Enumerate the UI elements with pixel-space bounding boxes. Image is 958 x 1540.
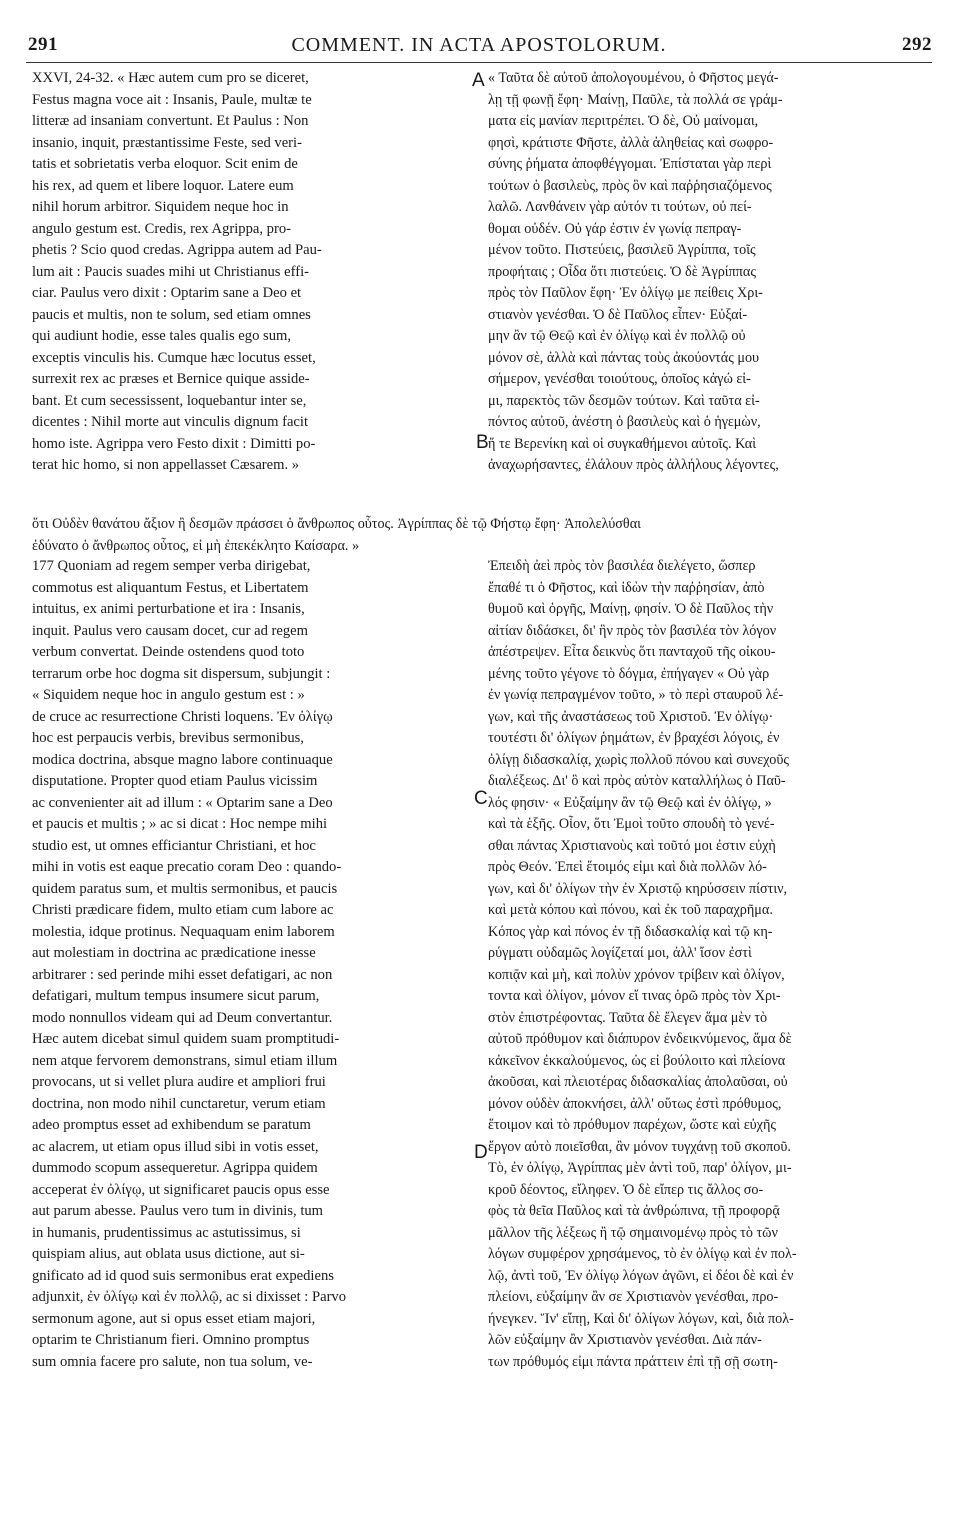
- text-line: verbum convertat. Deinde ostendens quod toto: [32, 644, 305, 660]
- text-line: 177 Quoniam ad regem semper verba dirigebat,: [32, 558, 311, 574]
- text-line: τούτων ὁ βασιλεὺς, πρὸς ὃν καὶ παῤῥησιαζόμενος: [488, 177, 772, 194]
- text-line: Κόπος γὰρ καὶ πόνος ἐν τῇ διδασκαλίᾳ καὶ τῷ κη-: [488, 923, 773, 940]
- text-line: καὶ μετὰ κόπου καὶ πόνου, καὶ ἐκ τοῦ παραχρῆμα.: [488, 902, 773, 918]
- text-line: ἐδύνατο ὁ ἄνθρωπος οὗτος, εἰ μὴ ἐπεκέκλητο Καίσαρα. »: [32, 537, 360, 554]
- text-line: γων, καὶ δι' ὀλίγων τὴν ἐν Χριστῷ κηρύσσειν πίστιν,: [488, 880, 788, 897]
- text-line: hoc est perpaucis verbis, brevibus sermonibus,: [32, 730, 304, 746]
- text-line: bant. Et cum secessissent, loquebantur inter se,: [32, 392, 307, 409]
- text-line: adjunxit, ἐν ὀλίγῳ καὶ ἐν πολλῷ, ac si dixisset : Parvo: [32, 1289, 347, 1305]
- text-line: λαλῶ. Λανθάνειν γὰρ αὐτόν τι τούτων, οὐ πεί-: [488, 199, 752, 215]
- text-line: μᾶλλον τῆς λέξεως ἢ τῷ σημαινομένῳ πρὸς τὸ τῶν: [488, 1224, 778, 1241]
- text-line: qui audiunt hodie, esse tales qualis ego sum,: [32, 328, 291, 344]
- text-line: των πρόθυμός εἰμι πάντα πράττειν ἐπὶ τῇ σῇ σωτη-: [488, 1353, 778, 1370]
- text-line: λόγων συμφέρον χρησάμενος, τὸ ἐν ὀλίγῳ καὶ ἐν πολ-: [488, 1246, 797, 1262]
- text-line: ἀναχωρήσαντες, ἐλάλουν πρὸς ἀλλήλους λέγοντες,: [488, 457, 779, 473]
- text-line: arbitrarer : sed perinde mihi esset defatigari, ac non: [32, 966, 333, 983]
- text-line: defatigari, multum tempus insumere sicut parum,: [32, 988, 320, 1004]
- text-line: καὶ τὰ ἑξῆς. Οἷον, ὅτι Ἐμοὶ τοῦτο σπουδὴ τὸ γενέ-: [488, 816, 775, 832]
- text-line: σθαι πάντας Χριστιανοὺς καὶ τοῦτό μοι ἐστιν εὐχὴ: [488, 837, 776, 854]
- text-line: de cruce ac resurrectione Christi loquens. Ἐν ὀλίγῳ: [32, 708, 333, 725]
- text-line: mihi in votis est eaque precatio coram Deo : quando-: [32, 859, 342, 875]
- greek-column-top: [488, 68, 928, 477]
- text-line: aut molestiam in doctrina ac prædicatione inesse: [32, 945, 316, 961]
- text-line: τοντα καὶ ὀλίγον, μόνον εἴ τινας ὁρῶ πρὸς τὸν Χρι-: [488, 988, 781, 1004]
- text-line: « Siquidem neque hoc in angulo gestum est : »: [32, 687, 305, 703]
- text-line: μόνον οὐδὲν ἀποκνήσει, ἀλλ' οὕτως ἐστὶ πρόθυμος,: [488, 1095, 782, 1112]
- text-line: doctrina, non modo nihil cunctaretur, verum etiam: [32, 1095, 326, 1112]
- text-line: αἰτίαν διδάσκει, δι' ἣν πρὸς τὸν βασιλέα τὸν λόγον: [488, 622, 777, 639]
- text-line: molestia, idque protinus. Nequaquam enim laborem: [32, 923, 335, 940]
- text-line: μόνον σὲ, ἀλλὰ καὶ πάντας τοὺς ἀκούοντάς μου: [488, 349, 760, 366]
- text-line: quispiam alius, aut oblata usus dictione, aut si-: [32, 1246, 305, 1262]
- text-line: θομαι οὐδέν. Οὐ γάρ ἐστιν ἐν γωνίᾳ πεπραγ-: [488, 220, 742, 237]
- text-line: λῃ τῇ φωνῇ ἔφη· Μαίνῃ, Παῦλε, τὰ πολλά σε γράμ-: [488, 91, 783, 108]
- text-line: « Ταῦτα δὲ αὐτοῦ ἀπολογουμένου, ὁ Φῆστος μεγά-: [488, 70, 779, 86]
- text-line: ματα εἰς μανίαν περιτρέπει. Ὁ δὲ, Οὐ μαίνομαι,: [488, 113, 759, 129]
- text-line: ac alacrem, ut etiam opus illud sibi in votis esset,: [32, 1138, 319, 1155]
- text-line: studio est, ut omnes efficiantur Christiani, et hoc: [32, 837, 316, 854]
- text-line: et paucis et multis ; » ac si dicat : Hoc nempe mihi: [32, 816, 328, 832]
- text-line: his rex, ad quem et libere loquor. Latere eum: [32, 177, 294, 194]
- text-line: litteræ ad insaniam convertunt. Et Paulus : Non: [32, 113, 309, 129]
- text-line: inquit. Paulus vero causam docet, cur ad regem: [32, 622, 308, 639]
- text-line: φὸς τὰ θεῖα Παῦλος καὶ τὰ ἀνθρώπινα, τῇ προφορᾷ: [488, 1203, 780, 1219]
- text-line: θυμοῦ καὶ ὀργῆς, Μαίνῃ, φησίν. Ὁ δὲ Παῦλος τὴν: [488, 601, 774, 617]
- text-line: surrexit rex ac præses et Bernice quique asside-: [32, 371, 310, 387]
- text-line: πόντος αὐτοῦ, ἀνέστη ὁ βασιλεὺς καὶ ὁ ἡγεμὼν,: [488, 414, 761, 430]
- text-line: ἥ τε Βερενίκη καὶ οἱ συγκαθήμενοι αὐτοῖς. Καὶ: [488, 435, 757, 452]
- spanning-greek-lines: [32, 514, 932, 557]
- text-line: πλείονι, εὐξαίμην ἂν σε Χριστιανὸν γενέσθαι, προ-: [488, 1289, 779, 1305]
- text-line: Τὸ, ἐν ὀλίγῳ, Ἀγρίππας μὲν ἀντὶ τοῦ, παρ' ὀλίγον, μι-: [488, 1160, 792, 1176]
- text-line: ἐν γωνίᾳ πεπραγμένον τοῦτο, » τὸ περὶ σταυροῦ λέ-: [488, 687, 784, 703]
- text-line: μην ἂν τῷ Θεῷ καὶ ἐν ὀλίγῳ καὶ ἐν πολλῷ οὐ: [488, 328, 746, 344]
- text-line: sum omnia facere pro salute, non tua solum, ve-: [32, 1353, 313, 1370]
- text-line: λός φησιν· « Εὐξαίμην ἂν τῷ Θεῷ καὶ ἐν ὀλίγῳ, »: [488, 794, 772, 811]
- text-line: αὐτοῦ πρόθυμον καὶ διάπυρον ἐνδεικνύμενος, ἅμα δὲ: [488, 1031, 792, 1047]
- text-line: nem atque fervorem demonstrans, simul etiam illum: [32, 1052, 338, 1069]
- text-line: μένης τοῦτο γέγονε τὸ δόγμα, ἐπήγαγεν « Οὐ γὰρ: [488, 665, 770, 682]
- text-line: διαλέξεως. Δι' ὃ καὶ πρὸς αὐτὸν καταλλήλως ὁ Παῦ-: [488, 773, 786, 789]
- text-line: κροῦ δέοντος, εἴληφεν. Ὁ δὲ εἴπερ τις ἄλλος σο-: [488, 1181, 764, 1198]
- page-number-right: 292: [902, 34, 932, 55]
- text-line: ρύγματι οὐδαμῶς λογίζεταί μοι, ἀλλ' ἴσον ἐστὶ: [488, 945, 752, 961]
- text-line: quidem paratus sum, et multis sermonibus, et paucis: [32, 880, 338, 897]
- text-line: ὀλίγῃ διδασκαλίᾳ, χωρὶς πολλοῦ πόνου καὶ συνεχοῦς: [488, 751, 789, 768]
- latin-column-top: [32, 68, 468, 477]
- text-line: acceperat ἐν ὀλίγῳ, ut significaret paucis opus esse: [32, 1181, 330, 1198]
- text-line: homo iste. Agrippa vero Festo dixit : Dimitti po-: [32, 435, 316, 452]
- text-line: optarim te Christianum fieri. Omnino promptus: [32, 1332, 310, 1348]
- text-line: τουτέστι δι' ὀλίγων ῥημάτων, ἐν βραχέσι λόγοις, ἐν: [488, 730, 780, 746]
- text-line: dicentes : Nihil morte aut vinculis dignum facit: [32, 414, 309, 430]
- text-line: modica doctrina, absque magno labore continuaque: [32, 751, 333, 768]
- text-line: ὅτι Οὐδὲν θανάτου ἄξιον ἢ δεσμῶν πράσσει ὁ ἄνθρωπος οὗτος. Ἀγρίππας δὲ τῷ Φήστῳ ἔφη· Ἀπολελύσθαι: [32, 516, 641, 532]
- text-line: paucis et multis, non te solum, sed etiam omnes: [32, 306, 311, 323]
- text-line: terat hic homo, si non appellasset Cæsarem. »: [32, 457, 300, 473]
- text-line: insanio, inquit, præstantissime Feste, sed veri-: [32, 134, 302, 151]
- page-number-left: 291: [28, 34, 58, 55]
- text-line: ἔργον αὐτὸ ποιεῖσθαι, ἂν μόνον τυγχάνῃ τοῦ σκοποῦ.: [488, 1138, 791, 1155]
- text-line: ac convenienter ait ad illum : « Optarim sane a Deo: [32, 794, 333, 811]
- text-line: Ἐπειδὴ ἀεὶ πρὸς τὸν βασιλέα διελέγετο, ὥσπερ: [488, 558, 756, 574]
- header-rule: [26, 62, 932, 63]
- text-line: ciar. Paulus vero dixit : Optarim sane a Deo et: [32, 285, 302, 301]
- text-line: in humanis, prudentissimus ac astutissimus, si: [32, 1224, 301, 1241]
- margin-letter-c: C: [474, 788, 488, 809]
- text-line: angulo gestum est. Credis, rex Agrippa, pro-: [32, 220, 291, 237]
- text-line: ἀπέστρεψεν. Εἶτα δεικνὺς ὅτι πανταχοῦ τῆς οἰκου-: [488, 644, 776, 660]
- text-line: κοπιᾷν καὶ μὴ, καὶ πολὺν χρόνον τρίβειν καὶ ὀλίγον,: [488, 966, 785, 983]
- text-line: nihil horum arbitror. Siquidem neque hoc in: [32, 199, 289, 215]
- text-line: στιανὸν γενέσθαι. Ὁ δὲ Παῦλος εἶπεν· Εὐξαί-: [488, 306, 748, 323]
- text-line: gnificato ad id quod suis sermonibus erat expediens: [32, 1267, 334, 1284]
- text-line: Christi prædicare fidem, multo etiam cum labore ac: [32, 902, 334, 918]
- greek-column-bottom: [488, 556, 928, 1373]
- text-line: dummodo scopum assequeretur. Agrippa quidem: [32, 1160, 318, 1176]
- text-line: στὸν ἐπιστρέφοντας. Ταῦτα δὲ ἔλεγεν ἅμα μὲν τὸ: [488, 1009, 768, 1026]
- running-title: COMMENT. IN ACTA APOSTOLORUM.: [291, 34, 667, 56]
- text-line: μένον τοῦτο. Πιστεύεις, βασιλεῦ Ἀγρίππα, τοῖς: [488, 242, 756, 258]
- text-line: Hæc autem dicebat simul quidem suam promptitudi-: [32, 1031, 340, 1047]
- text-line: adeo promptus esset ad exhibendum se paratum: [32, 1117, 311, 1133]
- text-line: πρὸς τὸν Παῦλον ἔφη· Ἐν ὀλίγῳ με πείθεις Χρι-: [488, 285, 763, 301]
- text-line: intuitus, ex animi perturbatione et ira : Insanis,: [32, 601, 305, 617]
- text-line: lum ait : Paucis suades mihi ut Christianus effi-: [32, 263, 309, 280]
- text-line: disputatione. Propter quod etiam Paulus vicissim: [32, 773, 318, 789]
- margin-letter-d: D: [474, 1142, 488, 1163]
- text-line: λῶν εὐξαίμην ἂν Χριστιανὸν γενέσθαι. Διὰ πάν-: [488, 1332, 762, 1348]
- text-line: aut parum abesse. Paulus vero tum in divinis, tum: [32, 1203, 324, 1219]
- text-line: ήνεγκεν. Ἵν' εἴπῃ, Καὶ δι' ὀλίγων λόγων, καὶ, διὰ πολ-: [488, 1310, 794, 1327]
- text-line: μι, παρεκτὸς τῶν δεσμῶν τούτων. Καὶ ταῦτα εἰ-: [488, 392, 760, 409]
- margin-letter-a: A: [472, 70, 485, 91]
- text-line: provocans, ut si vellet plura audire et ampliori frui: [32, 1074, 326, 1090]
- text-line: commotus est aliquantum Festus, et Libertatem: [32, 579, 309, 596]
- text-line: πρὸς Θεόν. Ἐπεὶ ἕτοιμός εἰμι καὶ διὰ πολλῶν λό-: [488, 859, 767, 875]
- text-line: ἕτοιμον καὶ τὸ πρόθυμον παρέχων, ὥστε καὶ εὐχῆς: [488, 1117, 777, 1133]
- text-line: σήμερον, γενέσθαι τοιούτους, ὁποῖος κἀγώ εἰ-: [488, 371, 751, 387]
- text-line: exceptis vinculis his. Cumque hæc locutus esset,: [32, 349, 316, 366]
- text-line: κἀκεῖνον ἐκκαλούμενος, ὡς εἰ βούλοιτο καὶ πλείονα: [488, 1052, 786, 1069]
- text-line: sermonum agone, aut si opus esset etiam majori,: [32, 1310, 316, 1327]
- margin-letter-b: B: [476, 432, 489, 453]
- latin-column-bottom: [32, 556, 474, 1373]
- text-line: tatis et sobrietatis verba eloquor. Scit enim de: [32, 156, 298, 172]
- text-line: phetis ? Scio quod credas. Agrippa autem ad Pau-: [32, 242, 322, 258]
- text-line: XXVI, 24-32. « Hæc autem cum pro se diceret,: [32, 70, 309, 86]
- text-line: ἔπαθέ τι ὁ Φῆστος, καὶ ἰδὼν τὴν παῤῥησίαν, ἀπὸ: [488, 579, 765, 596]
- text-line: σύνης ῥήματα ἀποφθέγγομαι. Ἐπίσταται γὰρ περὶ: [488, 156, 772, 172]
- text-line: Festus magna voce ait : Insanis, Paule, multæ te: [32, 91, 312, 108]
- text-line: λῷ, ἀντὶ τοῦ, Ἐν ὀλίγῳ λόγων ἀγῶνι, εἰ δέοι δὲ καὶ ἐν: [488, 1267, 794, 1284]
- text-line: modo nonnullos videam qui ad Deum convertantur.: [32, 1009, 333, 1026]
- text-line: φησὶ, κράτιστε Φῆστε, ἀλλὰ ἀληθείας καὶ σωφρο-: [488, 134, 774, 151]
- text-line: terrarum orbe hoc dogma sit dispersum, subjungit :: [32, 665, 331, 682]
- text-line: προφήταις ; Οἶδα ὅτι πιστεύεις. Ὁ δὲ Ἀγρίππας: [488, 263, 756, 280]
- text-line: ἀκοῦσαι, καὶ πλειοτέρας διδασκαλίας ἀπολαῦσαι, οὐ: [488, 1074, 788, 1090]
- text-line: γων, καὶ τῆς ἀναστάσεως τοῦ Χριστοῦ. Ἐν ὀλίγῳ·: [488, 708, 774, 725]
